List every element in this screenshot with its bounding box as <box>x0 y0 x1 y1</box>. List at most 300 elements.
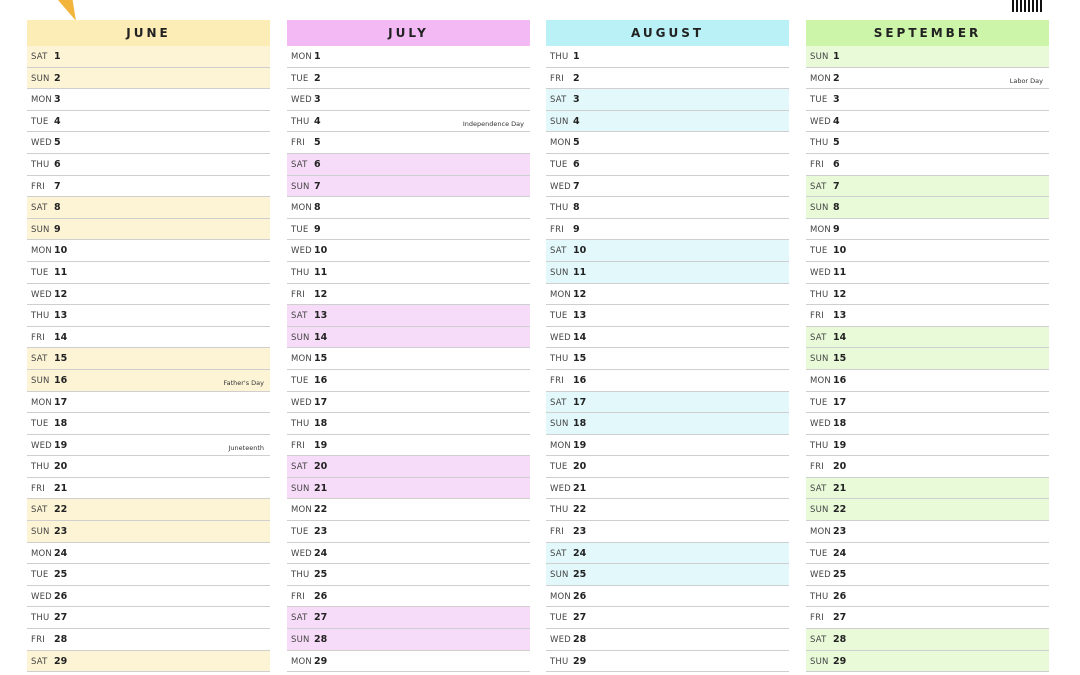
day-row <box>27 543 270 565</box>
day-number: 21 <box>833 482 847 494</box>
day-number: 22 <box>314 504 328 516</box>
day-of-week: FRI <box>810 311 824 322</box>
day-row <box>287 586 530 608</box>
day-number: 10 <box>573 245 587 257</box>
day-number: 3 <box>573 94 580 106</box>
day-number: 18 <box>54 418 68 430</box>
day-row <box>27 240 270 262</box>
day-list <box>27 46 270 672</box>
month-june <box>27 20 270 672</box>
day-row <box>806 46 1049 68</box>
day-of-week: FRI <box>291 138 305 149</box>
day-list <box>546 46 789 672</box>
day-of-week: FRI <box>31 181 45 192</box>
day-row <box>287 154 530 176</box>
day-number: 25 <box>314 569 328 581</box>
day-row <box>806 219 1049 241</box>
day-of-week: FRI <box>31 332 45 343</box>
day-row <box>546 456 789 478</box>
day-of-week: WED <box>810 419 831 430</box>
day-row <box>287 327 530 349</box>
day-of-week: WED <box>810 267 831 278</box>
day-number: 15 <box>573 353 587 365</box>
day-of-week: TUE <box>31 116 49 127</box>
day-number: 19 <box>573 439 587 451</box>
day-of-week: THU <box>550 354 569 365</box>
day-row <box>27 327 270 349</box>
month-header: SEPTEMBER <box>806 20 1049 46</box>
day-list <box>806 46 1049 672</box>
day-number: 29 <box>54 655 68 667</box>
day-of-week: SAT <box>291 311 308 322</box>
day-number: 24 <box>833 547 847 559</box>
day-row <box>546 262 789 284</box>
day-of-week: WED <box>291 548 312 559</box>
day-of-week: TUE <box>291 527 309 538</box>
day-number: 1 <box>314 51 321 62</box>
day-row <box>806 456 1049 478</box>
day-of-week: SAT <box>31 354 48 365</box>
day-of-week: WED <box>31 440 52 451</box>
day-row <box>27 197 270 219</box>
day-of-week: SUN <box>550 419 569 430</box>
day-row <box>27 111 270 133</box>
day-of-week: SUN <box>31 224 50 235</box>
day-of-week: WED <box>291 246 312 257</box>
day-row <box>287 456 530 478</box>
day-of-week: SAT <box>291 613 308 624</box>
day-of-week: FRI <box>550 375 564 386</box>
day-number: 2 <box>54 72 61 84</box>
day-row <box>546 111 789 133</box>
day-number: 16 <box>833 374 847 386</box>
day-row <box>27 499 270 521</box>
day-row <box>27 46 270 68</box>
day-of-week: WED <box>550 181 571 192</box>
day-number: 29 <box>573 655 587 667</box>
day-number: 24 <box>314 547 328 559</box>
day-row <box>287 132 530 154</box>
day-of-week: SAT <box>31 505 48 516</box>
day-number: 27 <box>314 612 328 624</box>
day-of-week: SUN <box>810 505 829 516</box>
day-of-week: MON <box>291 505 312 516</box>
day-row <box>27 305 270 327</box>
day-of-week: MON <box>291 203 312 214</box>
day-of-week: TUE <box>31 419 49 430</box>
day-number: 1 <box>833 51 840 62</box>
day-row <box>806 111 1049 133</box>
day-number: 5 <box>573 137 580 149</box>
day-number: 7 <box>314 180 321 192</box>
day-number: 3 <box>833 94 840 106</box>
day-row <box>27 564 270 586</box>
day-of-week: FRI <box>31 483 45 494</box>
day-number: 13 <box>573 310 587 322</box>
day-of-week: MON <box>291 354 312 365</box>
day-number: 16 <box>573 374 587 386</box>
day-number: 28 <box>573 634 587 646</box>
day-number: 23 <box>314 526 328 538</box>
day-number: 16 <box>54 374 68 386</box>
day-row <box>287 478 530 500</box>
month-header: AUGUST <box>546 20 789 46</box>
day-number: 20 <box>573 461 587 473</box>
day-number: 7 <box>833 180 840 192</box>
day-number: 8 <box>573 202 580 214</box>
day-number: 6 <box>54 158 61 170</box>
day-of-week: MON <box>291 656 312 667</box>
day-of-week: THU <box>810 138 829 149</box>
day-number: 18 <box>833 418 847 430</box>
day-of-week: SUN <box>291 635 310 646</box>
day-number: 17 <box>314 396 328 408</box>
day-row <box>546 89 789 111</box>
day-number: 28 <box>833 634 847 646</box>
day-of-week: SUN <box>810 203 829 214</box>
day-row <box>546 348 789 370</box>
day-of-week: SAT <box>550 95 567 106</box>
day-row <box>806 176 1049 198</box>
day-of-week: WED <box>550 483 571 494</box>
day-row <box>546 154 789 176</box>
day-row <box>546 197 789 219</box>
day-row <box>287 240 530 262</box>
day-row <box>546 240 789 262</box>
day-row <box>287 629 530 651</box>
day-number: 11 <box>54 266 68 278</box>
day-number: 26 <box>833 590 847 602</box>
day-number: 23 <box>54 526 68 538</box>
day-of-week: MON <box>810 73 831 84</box>
day-number: 9 <box>54 223 61 235</box>
day-of-week: WED <box>550 635 571 646</box>
day-number: 8 <box>314 202 321 214</box>
day-row <box>287 370 530 392</box>
day-row <box>27 392 270 414</box>
day-of-week: MON <box>31 397 52 408</box>
day-number: 29 <box>314 655 328 667</box>
day-row <box>287 68 530 90</box>
day-number: 14 <box>573 331 587 343</box>
day-number: 24 <box>54 547 68 559</box>
day-number: 27 <box>54 612 68 624</box>
day-of-week: THU <box>810 440 829 451</box>
day-number: 12 <box>54 288 68 300</box>
day-row <box>27 521 270 543</box>
day-of-week: SAT <box>550 246 567 257</box>
day-of-week: MON <box>550 440 571 451</box>
day-number: 26 <box>54 590 68 602</box>
day-number: 8 <box>833 202 840 214</box>
day-row <box>546 651 789 673</box>
day-number: 25 <box>573 569 587 581</box>
day-number: 15 <box>314 353 328 365</box>
day-of-week: FRI <box>291 289 305 300</box>
day-number: 12 <box>573 288 587 300</box>
day-of-week: WED <box>810 116 831 127</box>
day-of-week: SAT <box>810 483 827 494</box>
day-row <box>287 392 530 414</box>
day-number: 4 <box>573 115 580 127</box>
day-of-week: WED <box>291 95 312 106</box>
day-row <box>806 564 1049 586</box>
day-row <box>287 543 530 565</box>
day-of-week: MON <box>550 591 571 602</box>
holiday-label: Labor Day <box>1009 76 1043 85</box>
day-row <box>287 521 530 543</box>
day-number: 11 <box>314 266 328 278</box>
day-row <box>806 629 1049 651</box>
day-row <box>546 327 789 349</box>
day-number: 14 <box>54 331 68 343</box>
day-row <box>806 132 1049 154</box>
day-row <box>287 564 530 586</box>
day-of-week: THU <box>291 267 310 278</box>
day-number: 18 <box>573 418 587 430</box>
day-row <box>806 284 1049 306</box>
day-number: 15 <box>833 353 847 365</box>
day-row <box>27 586 270 608</box>
day-number: 23 <box>573 526 587 538</box>
day-of-week: TUE <box>810 548 828 559</box>
day-number: 19 <box>314 439 328 451</box>
day-of-week: WED <box>31 289 52 300</box>
month-august <box>546 20 789 672</box>
day-row <box>806 521 1049 543</box>
day-number: 6 <box>573 158 580 170</box>
day-of-week: SUN <box>810 656 829 667</box>
day-number: 10 <box>833 245 847 257</box>
day-number: 21 <box>314 482 328 494</box>
day-number: 27 <box>833 612 847 624</box>
day-of-week: SAT <box>291 159 308 170</box>
day-row <box>546 284 789 306</box>
day-row <box>287 219 530 241</box>
day-of-week: TUE <box>291 375 309 386</box>
day-number: 10 <box>314 245 328 257</box>
day-row <box>287 89 530 111</box>
day-number: 5 <box>54 137 61 149</box>
day-number: 6 <box>314 158 321 170</box>
day-of-week: FRI <box>810 613 824 624</box>
day-number: 17 <box>573 396 587 408</box>
day-of-week: TUE <box>31 570 49 581</box>
day-of-week: SUN <box>31 527 50 538</box>
day-number: 2 <box>833 72 840 84</box>
day-row <box>287 284 530 306</box>
day-row <box>546 543 789 565</box>
month-july <box>287 20 530 672</box>
day-row <box>546 219 789 241</box>
day-number: 12 <box>833 288 847 300</box>
day-number: 3 <box>314 94 321 106</box>
day-row <box>546 305 789 327</box>
day-of-week: THU <box>810 289 829 300</box>
day-row <box>546 370 789 392</box>
day-number: 4 <box>833 115 840 127</box>
day-number: 6 <box>833 158 840 170</box>
day-row <box>806 305 1049 327</box>
day-of-week: SAT <box>810 332 827 343</box>
day-row <box>806 348 1049 370</box>
holiday-label: Independence Day <box>462 119 524 128</box>
day-row <box>806 262 1049 284</box>
day-of-week: FRI <box>810 159 824 170</box>
day-of-week: THU <box>291 116 310 127</box>
qr-code-icon <box>1012 0 1044 12</box>
day-list <box>287 46 530 672</box>
day-number: 2 <box>573 72 580 84</box>
month-september <box>806 20 1049 672</box>
day-number: 28 <box>314 634 328 646</box>
day-of-week: WED <box>31 138 52 149</box>
day-row <box>27 456 270 478</box>
day-row <box>806 499 1049 521</box>
day-of-week: SAT <box>550 548 567 559</box>
day-row <box>287 651 530 673</box>
day-of-week: TUE <box>550 462 568 473</box>
day-of-week: SAT <box>31 52 48 62</box>
day-number: 13 <box>833 310 847 322</box>
day-row <box>287 262 530 284</box>
day-of-week: MON <box>31 246 52 257</box>
day-row <box>27 651 270 673</box>
day-of-week: THU <box>31 159 50 170</box>
day-of-week: FRI <box>550 73 564 84</box>
day-row <box>546 499 789 521</box>
day-row <box>287 111 530 133</box>
day-row <box>806 413 1049 435</box>
day-of-week: SAT <box>550 397 567 408</box>
day-of-week: TUE <box>810 95 828 106</box>
day-of-week: SUN <box>550 267 569 278</box>
day-of-week: THU <box>550 203 569 214</box>
day-of-week: FRI <box>550 527 564 538</box>
day-number: 13 <box>314 310 328 322</box>
day-row <box>287 499 530 521</box>
day-of-week: SUN <box>291 181 310 192</box>
day-number: 9 <box>573 223 580 235</box>
day-of-week: TUE <box>550 159 568 170</box>
day-number: 22 <box>573 504 587 516</box>
month-header: JUNE <box>27 20 270 46</box>
day-of-week: SUN <box>31 375 50 386</box>
day-of-week: MON <box>810 224 831 235</box>
day-of-week: SAT <box>810 635 827 646</box>
day-number: 21 <box>54 482 68 494</box>
day-number: 7 <box>54 180 61 192</box>
day-of-week: FRI <box>810 462 824 473</box>
day-of-week: MON <box>810 375 831 386</box>
day-number: 4 <box>54 115 61 127</box>
day-number: 3 <box>54 94 61 106</box>
day-row <box>287 607 530 629</box>
day-of-week: SAT <box>810 181 827 192</box>
day-number: 26 <box>573 590 587 602</box>
day-of-week: FRI <box>291 591 305 602</box>
day-number: 25 <box>833 569 847 581</box>
day-of-week: MON <box>810 527 831 538</box>
day-of-week: THU <box>810 591 829 602</box>
day-row <box>546 435 789 457</box>
day-number: 9 <box>314 223 321 235</box>
day-number: 23 <box>833 526 847 538</box>
day-number: 8 <box>54 202 61 214</box>
day-of-week: MON <box>291 52 312 62</box>
day-row <box>27 370 270 392</box>
day-number: 20 <box>833 461 847 473</box>
day-of-week: TUE <box>291 73 309 84</box>
day-of-week: TUE <box>550 311 568 322</box>
day-row <box>806 392 1049 414</box>
day-row <box>806 240 1049 262</box>
day-row <box>287 305 530 327</box>
day-row <box>287 348 530 370</box>
day-of-week: MON <box>550 289 571 300</box>
day-row <box>546 564 789 586</box>
day-of-week: TUE <box>31 267 49 278</box>
day-number: 19 <box>54 439 68 451</box>
day-number: 20 <box>54 461 68 473</box>
day-row <box>27 132 270 154</box>
day-of-week: WED <box>31 591 52 602</box>
day-of-week: SAT <box>31 203 48 214</box>
day-number: 15 <box>54 353 68 365</box>
day-of-week: SUN <box>550 570 569 581</box>
day-of-week: SUN <box>810 52 829 62</box>
day-row <box>546 46 789 68</box>
day-row <box>806 586 1049 608</box>
day-of-week: MON <box>31 95 52 106</box>
day-number: 5 <box>833 137 840 149</box>
day-row <box>806 154 1049 176</box>
day-of-week: THU <box>550 656 569 667</box>
day-row <box>546 521 789 543</box>
day-of-week: SAT <box>31 656 48 667</box>
day-of-week: TUE <box>550 613 568 624</box>
day-number: 17 <box>833 396 847 408</box>
day-row <box>27 219 270 241</box>
day-number: 11 <box>833 266 847 278</box>
day-row <box>546 607 789 629</box>
day-row <box>546 413 789 435</box>
day-number: 14 <box>314 331 328 343</box>
day-row <box>806 370 1049 392</box>
day-row <box>27 607 270 629</box>
month-header: JULY <box>287 20 530 46</box>
day-row <box>806 89 1049 111</box>
day-number: 16 <box>314 374 328 386</box>
day-of-week: THU <box>31 462 50 473</box>
day-row <box>27 348 270 370</box>
day-number: 12 <box>314 288 328 300</box>
day-of-week: THU <box>31 311 50 322</box>
day-row <box>806 435 1049 457</box>
day-of-week: SUN <box>810 354 829 365</box>
day-number: 19 <box>833 439 847 451</box>
day-of-week: WED <box>810 570 831 581</box>
day-of-week: THU <box>291 419 310 430</box>
holiday-label: Father's Day <box>223 378 264 387</box>
day-of-week: THU <box>31 613 50 624</box>
day-of-week: WED <box>550 332 571 343</box>
day-number: 10 <box>54 245 68 257</box>
day-of-week: WED <box>291 397 312 408</box>
day-of-week: MON <box>550 138 571 149</box>
day-of-week: FRI <box>550 224 564 235</box>
day-of-week: SUN <box>550 116 569 127</box>
